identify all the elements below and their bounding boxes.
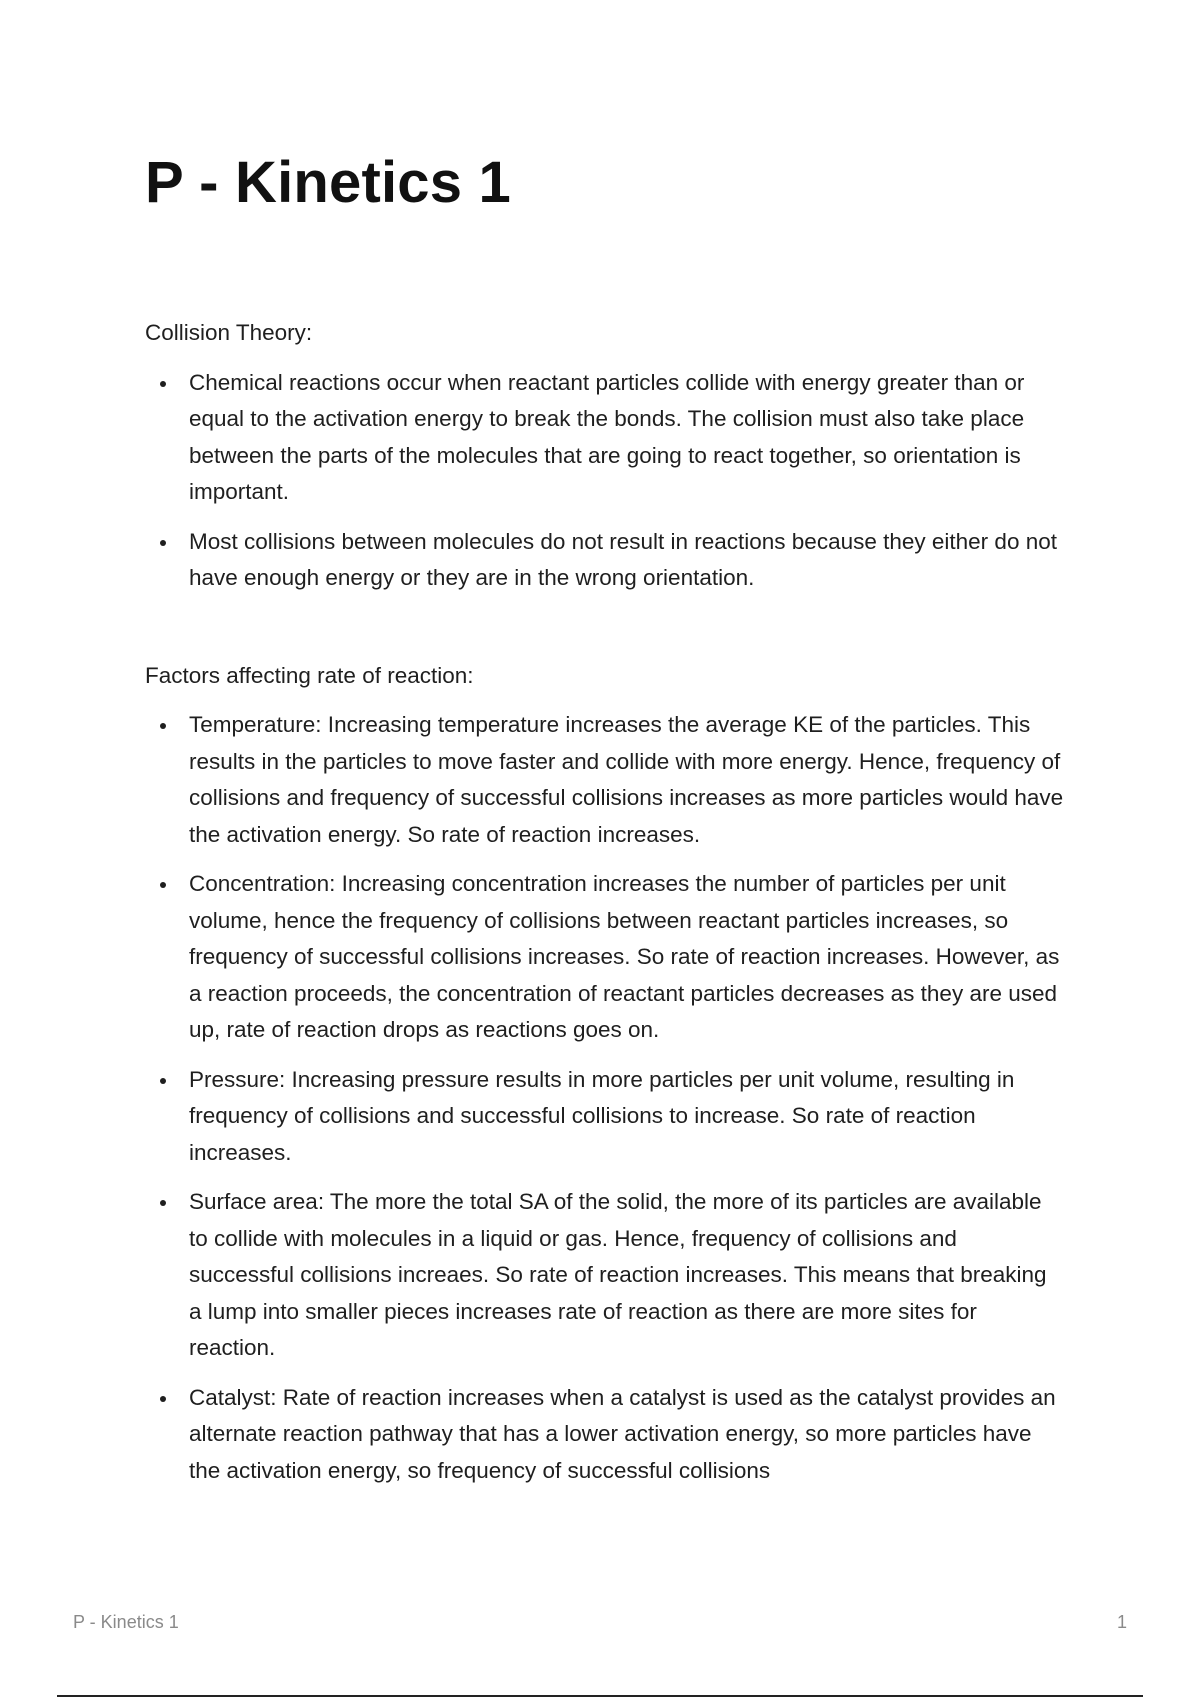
list-item: Temperature: Increasing temperature increases the average KE of the particles. This results in the particles to move faster and collide with more energy. Hence, frequency of collisions and frequency of successful collisions increases as more particles would have the activation energy. So rate of reaction increases. [189, 707, 1065, 853]
list-item: Most collisions between molecules do not result in reactions because they either do not have enough energy or they are in the wrong orientation. [189, 524, 1065, 597]
list-item: Surface area: The more the total SA of the solid, the more of its particles are available to collide with molecules in a liquid or gas. Hence, frequency of collisions and successful collisions increaes. So rate of reaction increases. This means that breaking a lump into smaller pieces increases rate of reaction as there are more sites for reaction. [189, 1184, 1065, 1367]
section-heading-factors: Factors affecting rate of reaction: [145, 662, 474, 688]
factors-list [145, 707, 1065, 1489]
document-body [145, 315, 1065, 1502]
list-item: Pressure: Increasing pressure results in more particles per unit volume, resulting in frequency of collisions and successful collisions to increase. So rate of reaction increases. [189, 1062, 1065, 1172]
page-title: P - Kinetics 1 [145, 150, 511, 215]
list-item: Catalyst: Rate of reaction increases when a catalyst is used as the catalyst provides an alternate reaction pathway that has a lower activation energy, so more particles have the activation energy, so frequency of successful collisions [189, 1380, 1065, 1490]
section-heading-collision-theory: Collision Theory: [145, 320, 313, 345]
footer-divider [57, 1695, 1143, 1697]
footer-title: P - Kinetics 1 [73, 1612, 179, 1632]
footer-page-number: 1 [1116, 1612, 1127, 1632]
collision-theory-list [145, 365, 1065, 597]
list-item: Chemical reactions occur when reactant particles collide with energy greater than or equal to the activation energy to break the bonds. The collision must also take place between the parts of the molecules that are going to react together, so orientation is important. [189, 365, 1065, 511]
list-item: Concentration: Increasing concentration increases the number of particles per unit volume, hence the frequency of collisions between reactant particles increases, so frequency of successful collisions increases. So rate of reaction increases. However, as a reaction proceeds, the concentration of reactant particles decreases as they are used up, rate of reaction drops as reactions goes on. [189, 866, 1065, 1049]
